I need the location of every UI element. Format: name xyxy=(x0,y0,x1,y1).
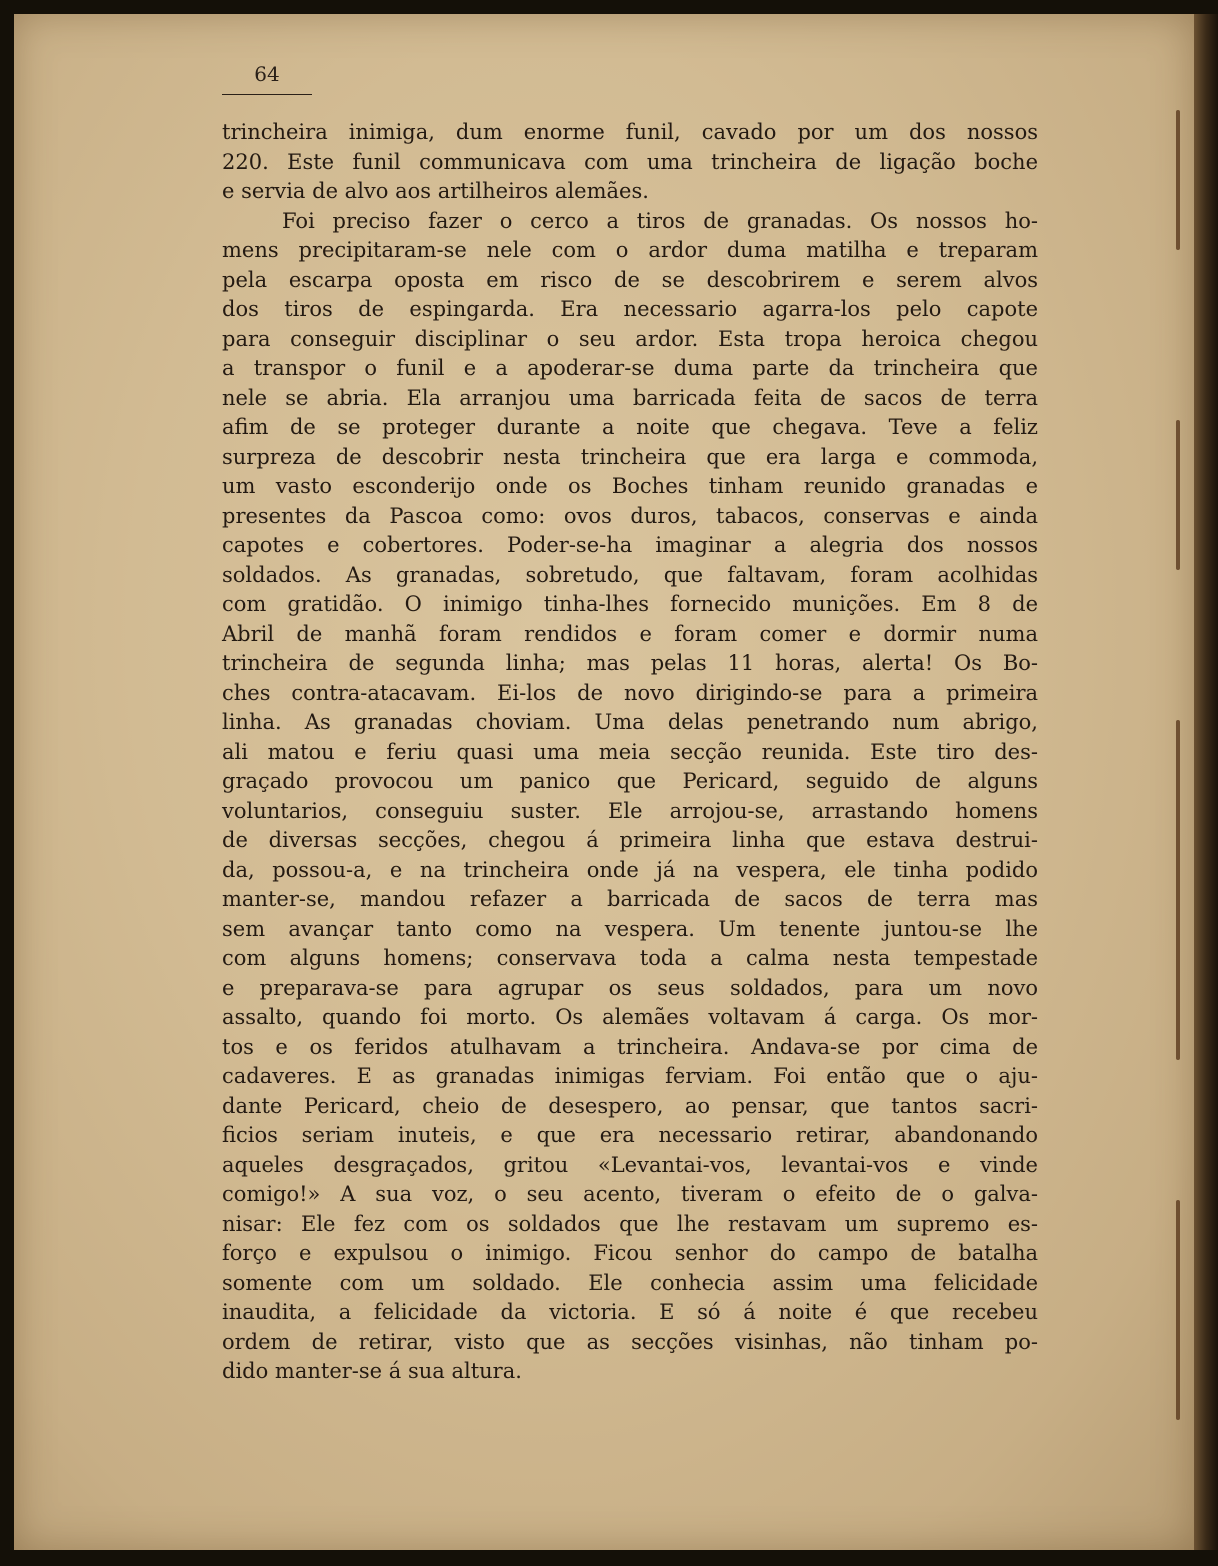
text-line: forço e expulsou o inimigo. Ficou senhor do campo de batalha xyxy=(222,1241,1038,1265)
text-line: aqueles desgraçados, gritou «Levantai-vos, levantai-vos e vinde xyxy=(222,1152,1038,1177)
header-rule xyxy=(222,94,312,95)
text-line: um vasto esconderijo onde os Boches tinham reunido granadas e xyxy=(222,474,1038,498)
page-number: 64 xyxy=(254,62,280,86)
text-line: pela escarpa oposta em risco de se descobrirem e serem alvos xyxy=(222,267,1038,292)
body-text xyxy=(222,118,1038,1387)
edge-stain xyxy=(1176,720,1180,1060)
text-line: mens precipitaram-se nele com o ardor duma matilha e treparam xyxy=(222,238,1038,262)
text-line: de diversas secções, chegou á primeira linha que estava destrui- xyxy=(222,828,1038,852)
text-line: voluntarios, conseguiu suster. Ele arrojou-se, arrastando homens xyxy=(222,798,1038,823)
text-line: surpreza de descobrir nesta trincheira que era larga e commoda, xyxy=(222,444,1038,469)
text-line: somente com um soldado. Ele conhecia assim uma felicidade xyxy=(222,1270,1038,1295)
text-line: graçado provocou um panico que Pericard, seguido de alguns xyxy=(222,769,1038,793)
text-line: ches contra-atacavam. Ei-los de novo dirigindo-se para a primeira xyxy=(222,680,1038,705)
text-line: trincheira inimiga, dum enorme funil, cavado por um dos nossos xyxy=(222,120,1038,144)
text-line: Foi preciso fazer o cerco a tiros de granadas. Os nossos ho- xyxy=(282,208,1038,233)
text-line: ali matou e feriu quasi uma meia secção reunida. Este tiro des- xyxy=(222,739,1038,764)
text-line: sem avançar tanto como na vespera. Um tenente juntou-se lhe xyxy=(222,916,1038,941)
text-line: nele se abria. Ela arranjou uma barricada feita de sacos de terra xyxy=(222,385,1038,410)
text-line: e preparava-se para agrupar os seus soldados, para um novo xyxy=(222,975,1038,1000)
text-line: afim de se proteger durante a noite que chegava. Teve a feliz xyxy=(222,415,1038,439)
text-line: trincheira de segunda linha; mas pelas 11 horas, alerta! Os Bo- xyxy=(222,651,1038,675)
text-line: dido manter-se á sua altura. xyxy=(222,1359,522,1383)
text-line: inaudita, a felicidade da victoria. E só á noite é que recebeu xyxy=(222,1300,1038,1324)
text-line: Abril de manhã foram rendidos e foram comer e dormir numa xyxy=(222,621,1038,646)
text-line: ficios seriam inuteis, e que era necessario retirar, abandonando xyxy=(222,1123,1038,1147)
text-line: cadaveres. E as granadas inimigas ferviam. Foi então que o aju- xyxy=(222,1064,1038,1088)
text-line: linha. As granadas choviam. Uma delas penetrando num abrigo, xyxy=(222,710,1038,734)
text-line: presentes da Pascoa como: ovos duros, tabacos, conservas e ainda xyxy=(222,503,1038,528)
text-line: soldados. As granadas, sobretudo, que faltavam, foram acolhidas xyxy=(222,562,1038,587)
edge-stain xyxy=(1176,1200,1180,1420)
binding-edge xyxy=(1194,14,1218,1550)
text-line: a transpor o funil e a apoderar-se duma parte da trincheira que xyxy=(222,356,1038,380)
text-line: capotes e cobertores. Poder-se-ha imaginar a alegria dos nossos xyxy=(222,533,1038,557)
edge-stain xyxy=(1176,110,1180,250)
text-line: com gratidão. O inimigo tinha-lhes fornecido munições. Em 8 de xyxy=(222,592,1038,616)
text-line: nisar: Ele fez com os soldados que lhe restavam um supremo es- xyxy=(222,1211,1038,1236)
text-line: e servia de alvo aos artilheiros alemães. xyxy=(222,179,649,203)
text-line: comigo!» A sua voz, o seu acento, tiveram o efeito de o galva- xyxy=(222,1182,1038,1206)
text-line: da, possou-a, e na trincheira onde já na vespera, ele tinha podido xyxy=(222,857,1038,882)
text-line: dante Pericard, cheio de desespero, ao pensar, que tantos sacri- xyxy=(222,1093,1038,1118)
text-line: assalto, quando foi morto. Os alemães voltavam á carga. Os mor- xyxy=(222,1005,1038,1029)
text-line: tos e os feridos atulhavam a trincheira. Andava-se por cima de xyxy=(222,1034,1038,1059)
text-line: dos tiros de espingarda. Era necessario agarra-los pelo capote xyxy=(222,297,1038,321)
text-line: ordem de retirar, visto que as secções visinhas, não tinham po- xyxy=(222,1329,1038,1354)
text-line: manter-se, mandou refazer a barricada de sacos de terra mas xyxy=(222,887,1038,911)
text-line: para conseguir disciplinar o seu ardor. Esta tropa heroica chegou xyxy=(222,326,1038,351)
text-line: com alguns homens; conservava toda a calma nesta tempestade xyxy=(222,946,1038,970)
edge-stain xyxy=(1176,420,1180,570)
text-line: 220. Este funil communicava com uma trincheira de ligação boche xyxy=(222,149,1038,174)
